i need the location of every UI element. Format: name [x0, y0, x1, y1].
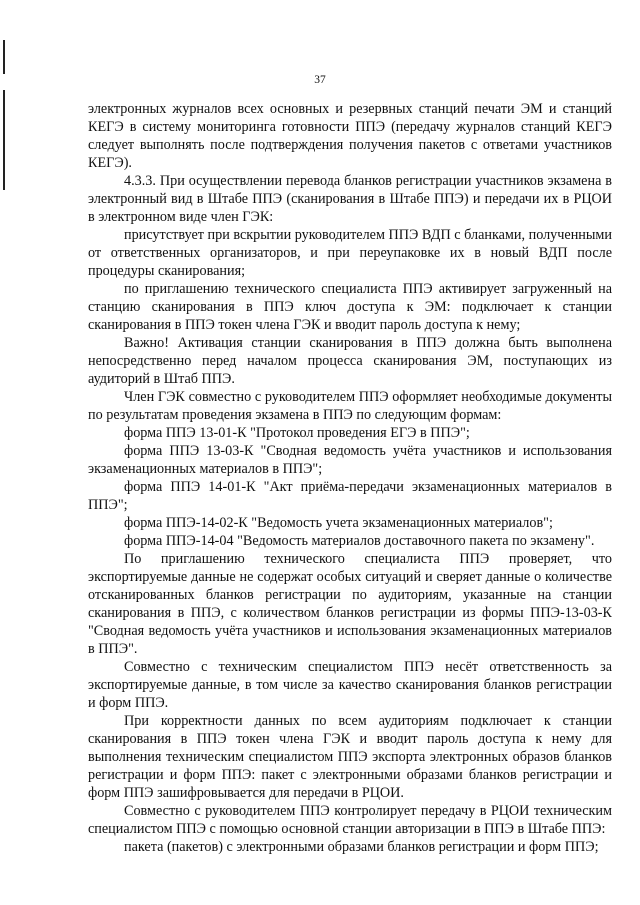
paragraph-continuation: электронных журналов всех основных и резервных станций печати ЭМ и станций КЕГЭ в систему мониторинга готовности ППЭ (передачу журналов станций КЕГЭ следует выполнять после подтверждения получения пакетов с ответами участников КЕГЭ). [88, 101, 612, 171]
form-list-item: форма ППЭ 14-01-К "Акт приёма-передачи экзаменационных материалов в ППЭ"; [88, 479, 612, 513]
form-list-item: форма ППЭ 13-03-К "Сводная ведомость учёта участников и использования экзаменационных материалов в ППЭ"; [88, 443, 612, 477]
paragraph-item: Член ГЭК совместно с руководителем ППЭ оформляет необходимые документы по результатам проведения экзамена в ППЭ по следующим формам: [88, 389, 612, 423]
paragraph-item: При корректности данных по всем аудиториям подключает к станции сканирования в ППЭ токен члена ГЭК и вводит пароль доступа к нему для выполнения техническим специалистом ППЭ экспорта электронных образов бланков регистрации и форм ППЭ: пакет с электронными образами бланков регистрации и форм ППЭ зашифровывается для передачи в РЦОИ. [88, 713, 612, 801]
scan-edge-mark [3, 40, 5, 74]
paragraph-important-note: Важно! Активация станции сканирования в ППЭ должна быть выполнена непосредственно перед началом процесса сканирования ЭМ, поступающих из аудиторий в Штаб ППЭ. [88, 335, 612, 387]
paragraph-section-4-3-3: 4.3.3. При осуществлении перевода бланков регистрации участников экзамена в электронный вид в Штабе ППЭ (сканирования в Штабе ППЭ) и передачи их в РЦОИ в электронном виде член ГЭК: [88, 173, 612, 225]
form-list-item: форма ППЭ 13-01-К "Протокол проведения ЕГЭ в ППЭ"; [124, 425, 470, 441]
form-list-item: форма ППЭ-14-02-К "Ведомость учета экзаменационных материалов"; [124, 515, 553, 531]
paragraph-item: по приглашению технического специалиста ППЭ активирует загруженный на станцию сканирования в ППЭ ключ доступа к ЭМ: подключает к станции сканирования в ППЭ токен члена ГЭК и вводит пароль доступа к нему; [88, 281, 612, 333]
form-list-item: форма ППЭ-14-04 "Ведомость материалов доставочного пакета по экзамену". [124, 533, 595, 549]
document-body [88, 100, 612, 856]
paragraph-item: Совместно с техническим специалистом ППЭ несёт ответственность за экспортируемые данные, в том числе за качество сканирования бланков регистрации и форм ППЭ. [88, 659, 612, 711]
page-number: 37 [314, 74, 326, 86]
paragraph-item: Совместно с руководителем ППЭ контролирует передачу в РЦОИ техническим специалистом ППЭ с помощью основной станции авторизации в ППЭ в Штабе ППЭ: [88, 803, 612, 837]
paragraph-item: По приглашению технического специалиста ППЭ проверяет, что экспортируемые данные не содержат особых ситуаций и сверяет данные о количестве отсканированных бланков регистрации по аудиториям, указанные на станции сканирования в ППЭ, с количеством бланков регистрации из формы ППЭ-13-03-К "Сводная ведомость учёта участников и использования экзаменационных материалов в ППЭ". [88, 551, 612, 657]
scan-edge-mark [3, 90, 5, 190]
paragraph-item: присутствует при вскрытии руководителем ППЭ ВДП с бланками, полученными от ответственных организаторов, и при переупаковке их в новый ВДП после процедуры сканирования; [88, 227, 612, 279]
paragraph-item: пакета (пакетов) с электронными образами бланков регистрации и форм ППЭ; [124, 839, 599, 855]
